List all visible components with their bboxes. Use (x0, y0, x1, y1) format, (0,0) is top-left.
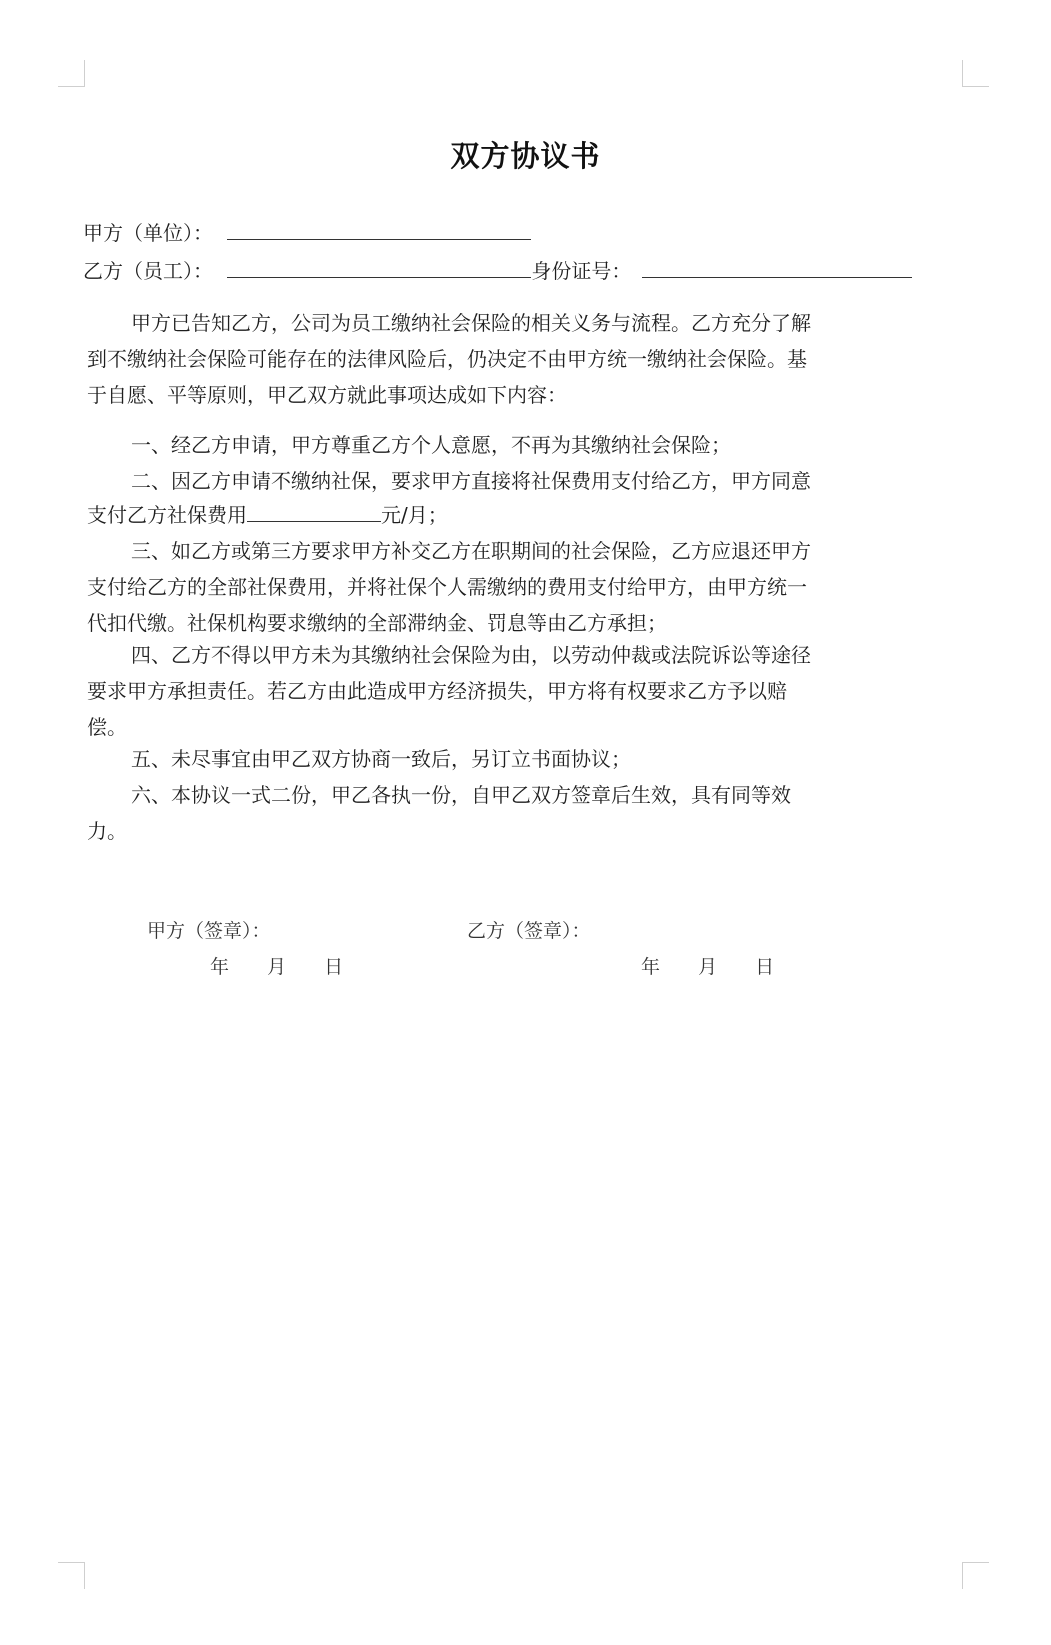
document-title: 双方协议书 (450, 139, 601, 173)
party-b-row (83, 257, 912, 285)
page-corner-mark (58, 60, 85, 87)
clause-line: 六、本协议一式二份，甲乙各执一份，自甲乙双方签章后生效，具有同等效 (131, 783, 791, 807)
party-b-blank[interactable] (227, 257, 531, 278)
clause-line: 五、未尽事宜由甲乙双方协商一致后，另订立书面协议； (131, 747, 631, 771)
clause-line: 二、因乙方申请不缴纳社保，要求甲方直接将社保费用支付给乙方，甲方同意 (131, 469, 811, 493)
party-b-date (641, 952, 774, 979)
clause-line: 四、乙方不得以甲方未为其缴纳社会保险为由，以劳动仲裁或法院诉讼等途径 (131, 643, 811, 667)
clause-2-line-2 (87, 497, 967, 533)
page-corner-mark (962, 1562, 989, 1589)
party-a-label: 甲方（单位）： (83, 221, 213, 245)
year-label: 年 (210, 956, 230, 978)
party-a-date (210, 952, 343, 979)
clause-line: 一、经乙方申请，甲方尊重乙方个人意愿，不再为其缴纳社会保险； (131, 433, 731, 457)
intro-line: 到不缴纳社会保险可能存在的法律风险后，仍决定不由甲方统一缴纳社会保险。基 (87, 347, 807, 371)
party-a-signature-label: 甲方（签章）： (147, 920, 271, 942)
party-b-signature-label: 乙方（签章）： (467, 920, 591, 942)
clause-line: 要求甲方承担责任。若乙方由此造成甲方经济损失，甲方将有权要求乙方予以赔 (87, 679, 787, 703)
party-a-blank[interactable] (227, 219, 531, 240)
clause-line: 力。 (87, 819, 127, 843)
clause-line: 支付给乙方的全部社保费用，并将社保个人需缴纳的费用支付给甲方，由甲方统一 (87, 575, 807, 599)
fee-amount-blank[interactable] (247, 501, 381, 522)
clause-5-6 (87, 741, 967, 849)
month-label: 月 (698, 956, 718, 978)
clause-4 (87, 637, 967, 745)
clause-1 (87, 427, 967, 499)
intro-paragraph (87, 305, 967, 413)
intro-line: 于自愿、平等原则，甲乙双方就此事项达成如下内容： (87, 383, 567, 407)
id-label: 身份证号： (531, 259, 632, 283)
clause-line: 支付乙方社保费用 (87, 503, 247, 527)
year-label: 年 (641, 956, 661, 978)
page-corner-mark (58, 1562, 85, 1589)
id-number-blank[interactable] (642, 257, 912, 278)
party-a-row (83, 219, 531, 247)
clause-line: 元/月； (381, 503, 448, 527)
party-b-label: 乙方（员工）： (83, 259, 213, 283)
page-corner-mark (962, 60, 989, 87)
intro-line: 甲方已告知乙方，公司为员工缴纳社会保险的相关义务与流程。乙方充分了解 (131, 311, 811, 335)
clause-3 (87, 533, 967, 641)
day-label: 日 (324, 956, 344, 978)
month-label: 月 (267, 956, 287, 978)
clause-line: 代扣代缴。社保机构要求缴纳的全部滞纳金、罚息等由乙方承担； (87, 611, 667, 635)
day-label: 日 (755, 956, 775, 978)
clause-line: 三、如乙方或第三方要求甲方补交乙方在职期间的社会保险，乙方应退还甲方 (131, 539, 811, 563)
clause-line: 偿。 (87, 715, 127, 739)
